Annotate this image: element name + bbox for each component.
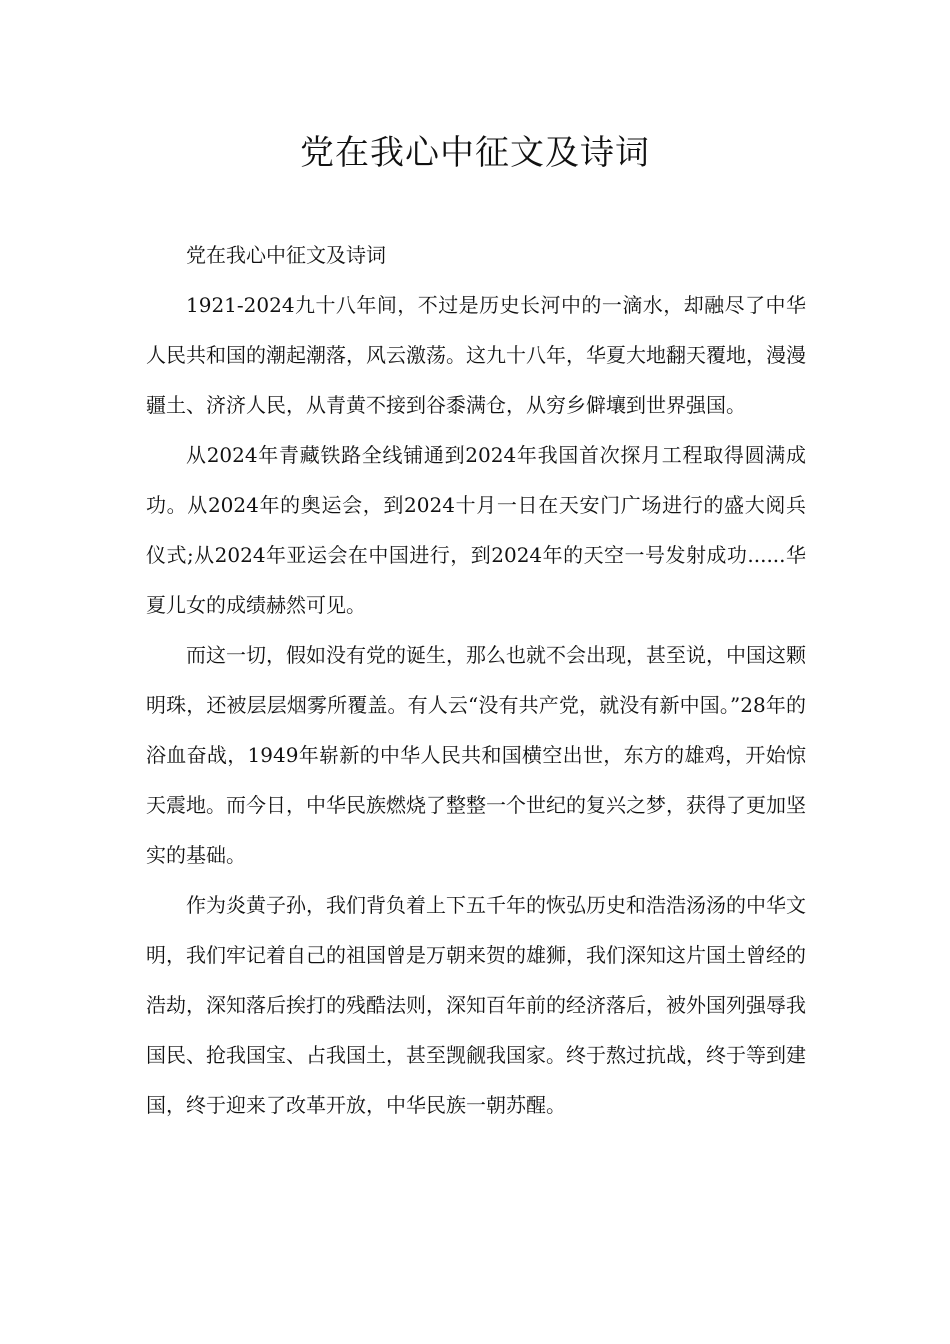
paragraph: 1921-2024九十八年间，不过是历史长河中的一滴水，却融尽了中华人民共和国的潮起潮落，风云激荡。这九十八年，华夏大地翻天覆地，漫漫疆土、济济人民，从青黄不接到谷黍满仓，从穷乡僻壤到世界强国。 [146,293,806,417]
document-title: 党在我心中征文及诗词 [300,133,650,173]
document-body [146,230,806,1130]
paragraph-subtitle: 党在我心中征文及诗词 [186,243,386,267]
paragraph: 作为炎黄子孙，我们背负着上下五千年的恢弘历史和浩浩汤汤的中华文明，我们牢记着自己的祖国曾是万朝来贺的雄狮，我们深知这片国土曾经的浩劫，深知落后挨打的残酷法则，深知百年前的经济落后，被外国列强辱我国民、抢我国宝、占我国土，甚至觊觎我国家。终于熬过抗战，终于等到建国，终于迎来了改革开放，中华民族一朝苏醒。 [146,893,806,1117]
paragraph: 从2024年青藏铁路全线铺通到2024年我国首次探月工程取得圆满成功。从2024年的奥运会，到2024十月一日在天安门广场进行的盛大阅兵仪式;从2024年亚运会在中国进行，到2024年的天空一号发射成功......华夏儿女的成绩赫然可见。 [146,443,806,617]
paragraph: 而这一切，假如没有党的诞生，那么也就不会出现，甚至说，中国这颗明珠，还被层层烟雾所覆盖。有人云“没有共产党，就没有新中国。”28年的浴血奋战，1949年崭新的中华人民共和国横空出世，东方的雄鸡，开始惊天震地。而今日，中华民族燃烧了整整一个世纪的复兴之梦，获得了更加坚实的基础。 [146,643,806,867]
